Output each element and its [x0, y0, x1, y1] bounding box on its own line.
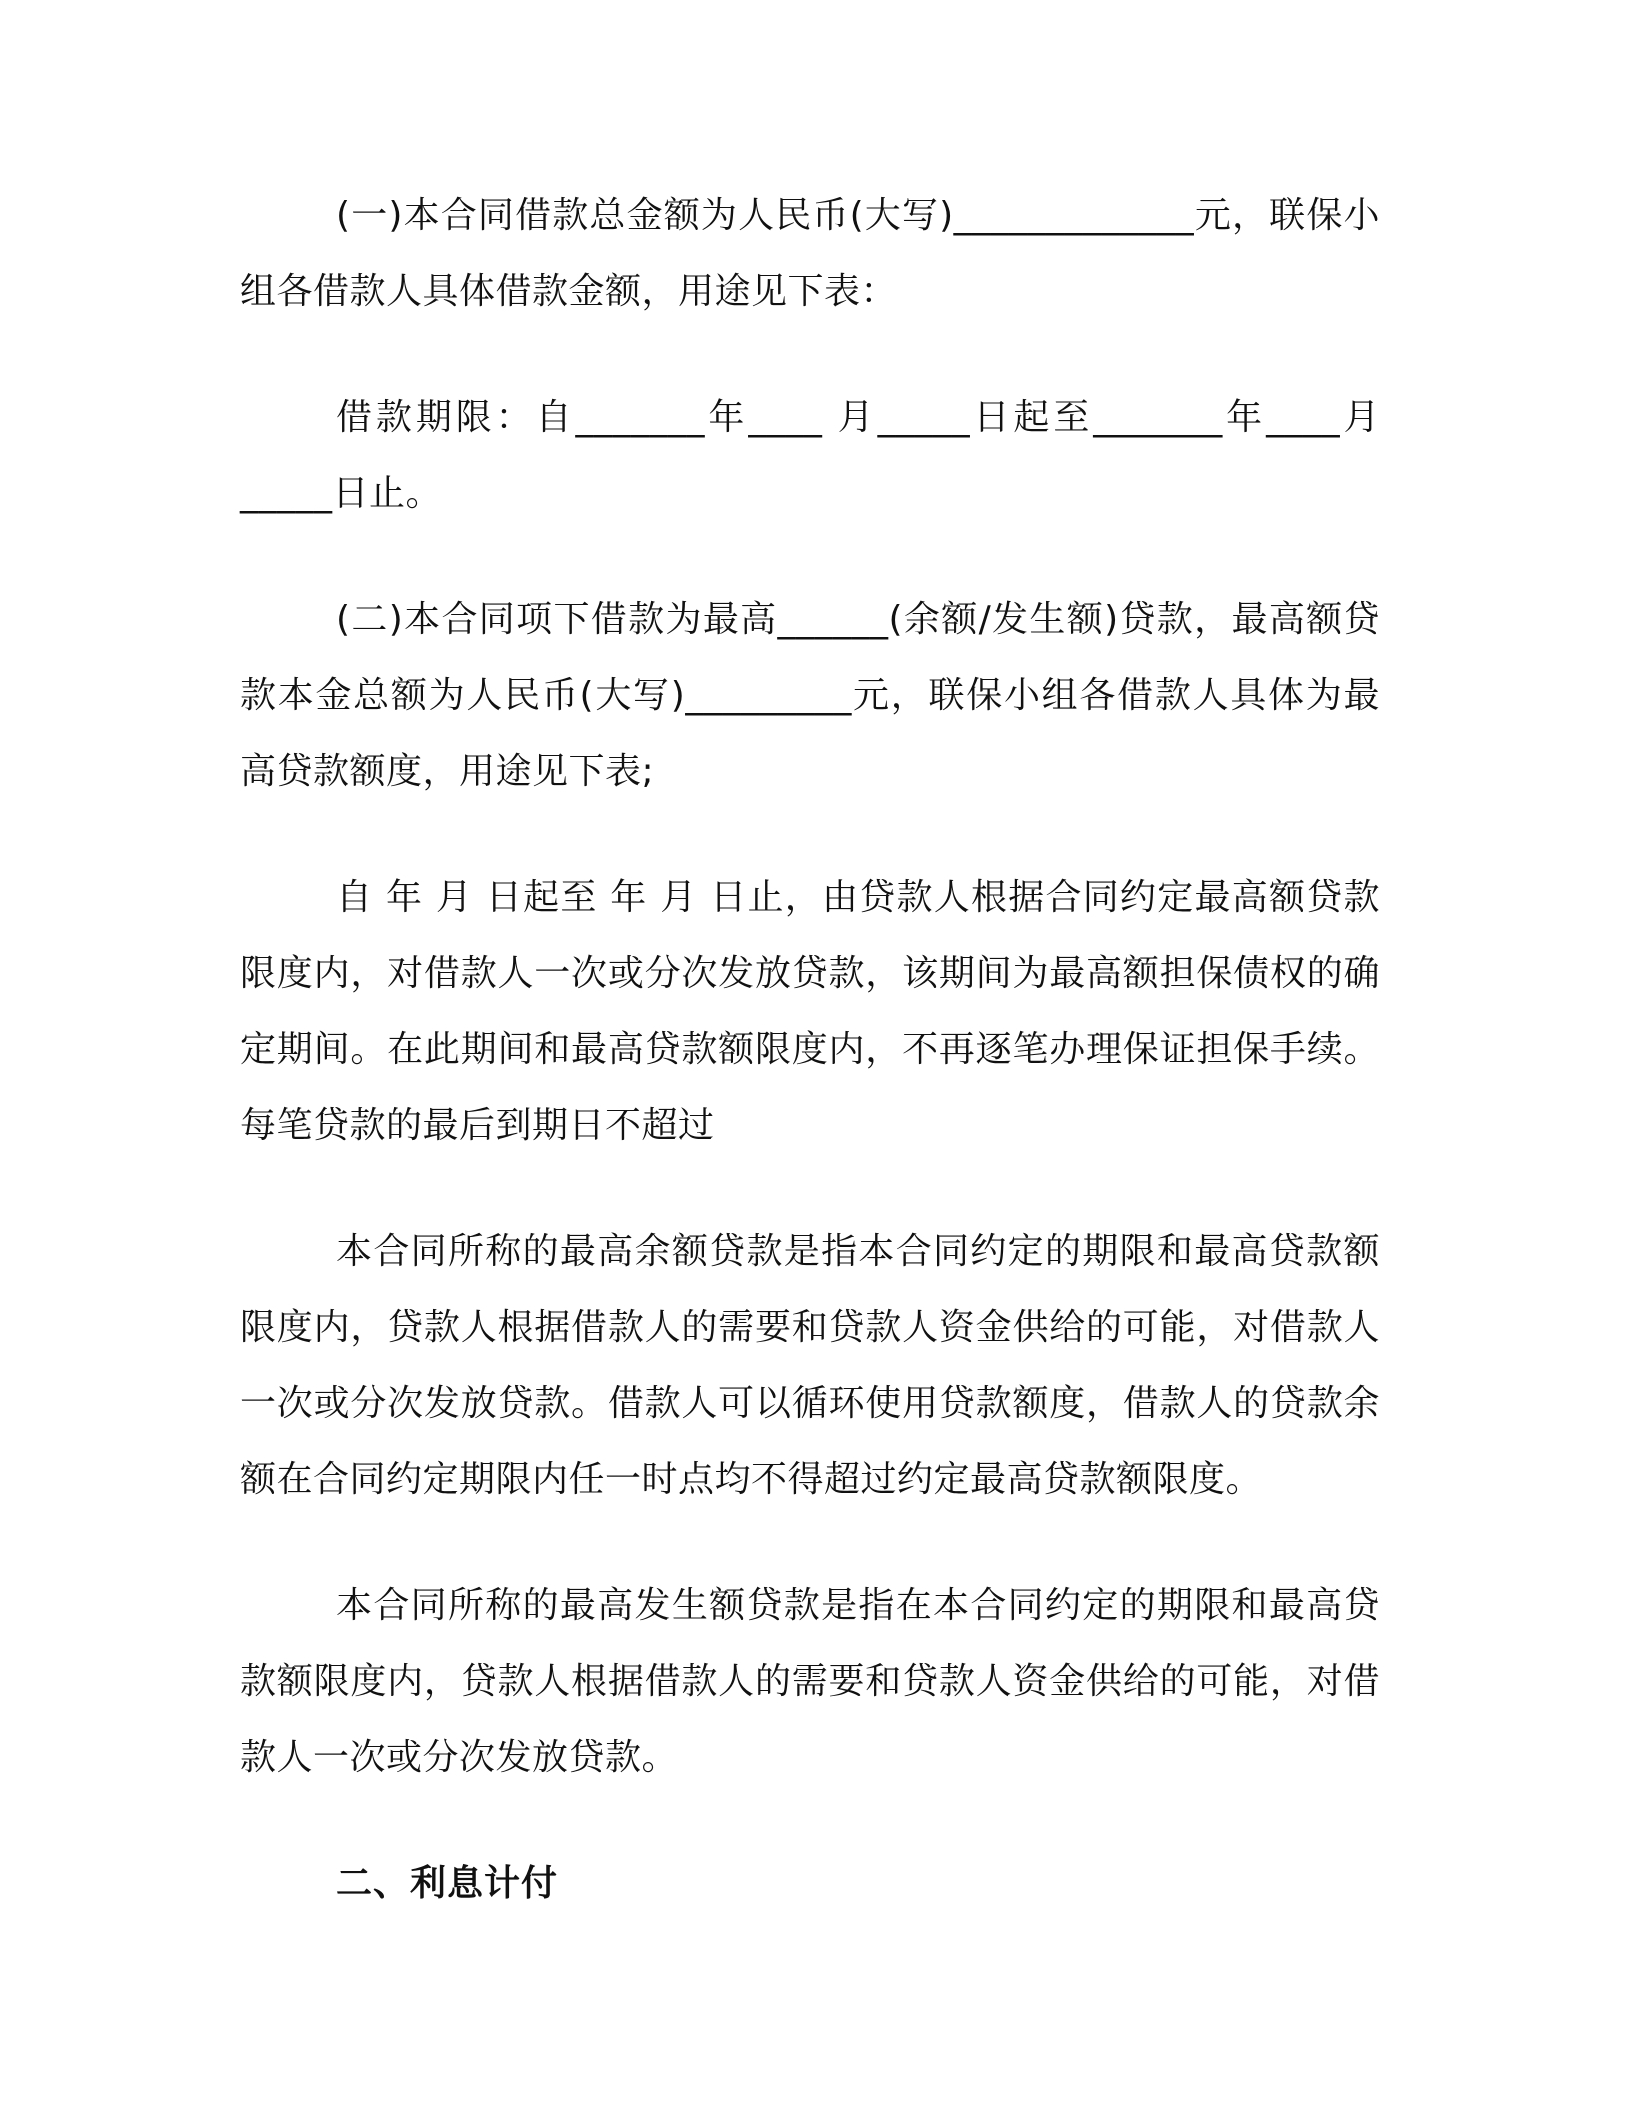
section-heading-interest: 二、利息计付 [336, 1863, 559, 1904]
paragraph-maximum-loan: (二)本合同项下借款为最高______(余额/发生额)贷款，最高额贷款本金总额为人民币(大写)_________元，联保小组各借款人具体为最高贷款额度，用途见下表; [240, 599, 1380, 792]
paragraph-loan-term: 借款期限：自_______年____ 月_____日起至_______年____月_____日止。 [240, 397, 1380, 514]
paragraph-max-balance-definition: 本合同所称的最高余额贷款是指本合同约定的期限和最高贷款额限度内，贷款人根据借款人的需要和贷款人资金供给的可能，对借款人一次或分次发放贷款。借款人可以循环使用贷款额度，借款人的贷款余额在合同约定期限内任一时点均不得超过约定最高贷款额限度。 [240, 1231, 1380, 1500]
paragraph-total-loan-amount: (一)本合同借款总金额为人民币(大写)_____________元，联保小组各借款人具体借款金额，用途见下表： [240, 195, 1380, 312]
document-body [240, 178, 1380, 1922]
paragraph-max-amount-definition: 本合同所称的最高发生额贷款是指在本合同约定的期限和最高贷款额限度内，贷款人根据借款人的需要和贷款人资金供给的可能，对借款人一次或分次发放贷款。 [240, 1585, 1380, 1778]
paragraph-guarantee-period: 自 年 月 日起至 年 月 日止，由贷款人根据合同约定最高额贷款限度内，对借款人一次或分次发放贷款，该期间为最高额担保债权的确定期间。在此期间和最高贷款额限度内，不再逐笔办理保证担保手续。每笔贷款的最后到期日不超过 [240, 877, 1380, 1146]
